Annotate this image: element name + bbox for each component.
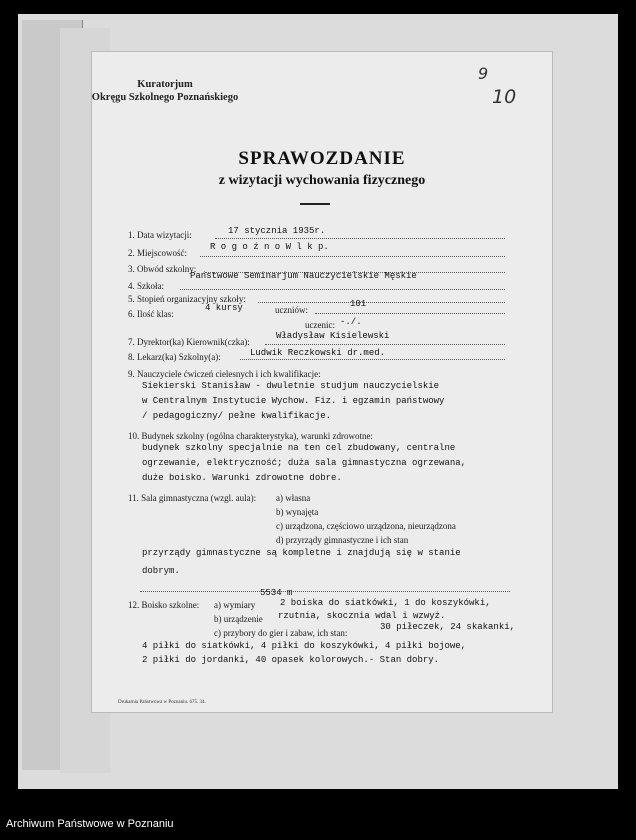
field-12-a-label: a) wymiary — [214, 600, 256, 610]
field-1-label: 1. Data wizytacji: — [128, 230, 192, 240]
field-1-value: 17 stycznia 1935r. — [228, 226, 326, 236]
field-7-line — [265, 344, 505, 345]
field-6-female-value: -./. — [340, 317, 362, 327]
field-12-label: 12. Boisko szkolne: — [128, 600, 200, 610]
field-8-value: Ludwik Reczkowski dr.med. — [250, 348, 386, 358]
field-5-label: 5. Stopień organizacyjny szkoły: — [128, 294, 246, 304]
archive-credit: Archiwum Państwowe w Poznaniu — [6, 818, 174, 830]
stamp-line-2: Okręgu Szkolnego Poznańskiego — [91, 92, 239, 103]
field-9-line-2: w Centralnym Instytucie Wychow. Fiz. i egzamin państwowy — [142, 396, 445, 406]
field-4-line — [180, 289, 505, 290]
field-11-option-a: a) własna — [276, 493, 311, 503]
field-4-label: 4. Szkoła: — [128, 281, 164, 291]
field-8-line — [240, 359, 505, 360]
stamp-line-1: Kuratorjum — [137, 79, 193, 90]
field-2-line — [200, 256, 505, 257]
field-9-line-3: / pedagogiczny/ pełne kwalifikacje. — [142, 411, 332, 421]
field-10-line-1: budynek szkolny specjalnie na ten cel zbudowany, centralne — [142, 443, 456, 453]
field-1-line — [215, 238, 505, 239]
field-7-label: 7. Dyrektor(ka) Kierownik(czka): — [128, 337, 250, 347]
field-12-c-label: c) przybory do gier i zabaw, ich stan: — [214, 628, 348, 638]
field-12-line-1: 4 piłki do siatkówki, 4 piłki do koszykówki, 4 piłki bojowe, — [142, 641, 467, 651]
field-6-female-label: uczenic: — [305, 320, 335, 330]
office-stamp — [80, 78, 250, 104]
field-12-b-value-1: 2 boiska do siatkówki, 1 do koszykówki, — [280, 598, 491, 608]
field-12-b-label: b) urządzenie — [214, 614, 263, 624]
field-11-label: 11. Sala gimnastyczna (wzgl. aula): — [128, 493, 257, 503]
title-rule — [300, 203, 330, 205]
field-3-label: 3. Obwód szkolny: — [128, 264, 197, 274]
field-10-line-3: duże boisko. Warunki zdrowotne dobre. — [142, 473, 342, 483]
handwritten-number-bottom: 10 — [492, 86, 517, 108]
field-8-label: 8. Lekarz(ka) Szkolny(a): — [128, 352, 221, 362]
field-6-label: 6. Ilość klas: — [128, 309, 174, 319]
field-12-b-value-2: rzutnia, skocznia wdal i wzwyż. — [278, 611, 446, 621]
document-title: SPRAWOZDANIE — [238, 148, 406, 169]
field-11-blank-line — [140, 591, 510, 592]
field-11-option-d: d) przyrządy gimnastyczne i ich stan — [276, 535, 409, 545]
handwritten-number-top: 9 — [478, 64, 489, 83]
field-5-line — [258, 302, 505, 303]
field-6-line — [315, 313, 505, 314]
field-6-students-value: 101 — [350, 299, 367, 309]
field-6-students-label: uczniów: — [275, 305, 308, 315]
field-12-a-value: 5534 m — [260, 588, 293, 598]
field-9-line-1: Siekierski Stanisław - dwuletnie studjum nauczycielskie — [142, 381, 440, 391]
field-11-line-2: dobrym. — [142, 566, 180, 576]
field-12-c-value: 30 piłeczek, 24 skakanki, — [380, 622, 516, 632]
field-11-line-1: przyrządy gimnastyczne są kompletne i znajdują się w stanie — [142, 548, 461, 558]
field-7-value: Władysław Kisielewski — [276, 331, 390, 341]
field-12-line-2: 2 piłki do jordanki, 40 opasek kolorowych.- Stan dobry. — [142, 655, 440, 665]
field-11-option-c: c) urządzona, częściowo urządzona, nieurządzona — [276, 521, 456, 531]
field-6-value: 4 kursy — [205, 303, 243, 313]
field-2-value: R o g o ź n o W l k p. — [210, 242, 329, 252]
field-10-label: 10. Budynek szkolny (ogólna charakterystyka), warunki zdrowotne: — [128, 431, 373, 441]
field-9-label: 9. Nauczyciele ćwiczeń cielesnych i ich kwalifikacje: — [128, 369, 321, 379]
field-2-label: 2. Miejscowość: — [128, 248, 187, 258]
document-subtitle: z wizytacji wychowania fizycznego — [218, 173, 426, 188]
field-4-value: Państwowe Seminarjum Nauczycielskie Męskie — [190, 271, 417, 281]
printer-imprint: Drukarnia Państwowa w Poznaniu. 675. 34. — [118, 700, 206, 705]
field-11-option-b: b) wynajęta — [276, 507, 319, 517]
field-10-line-2: ogrzewanie, elektryczność; duża sala gimnastyczna ogrzewana, — [142, 458, 467, 468]
